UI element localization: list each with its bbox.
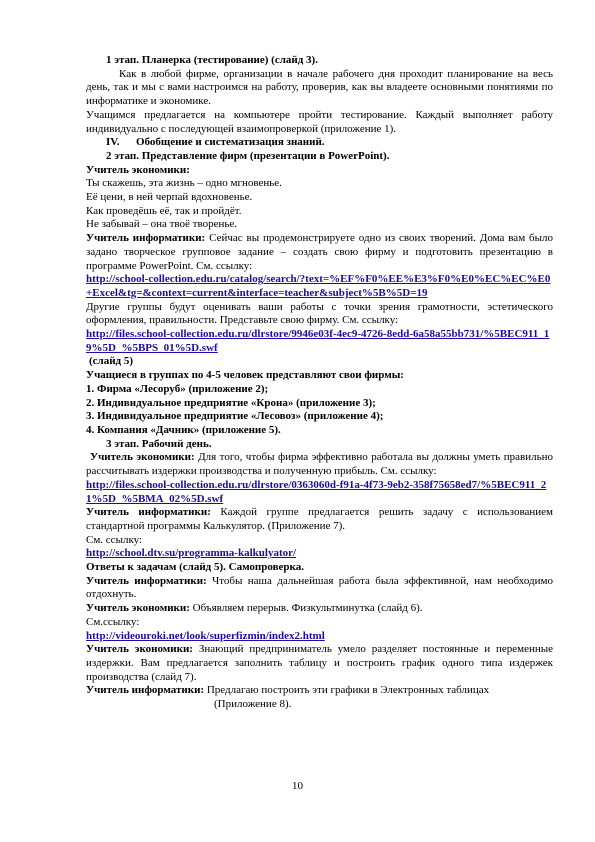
section-number: IV.: [106, 136, 120, 149]
section-heading: [86, 136, 553, 150]
link-firm-presentation[interactable]: http://files.school-collection.edu.ru/dlrstore/9946e03f-4ec9-4726-8edd-6a58a55bb731/%5BEC911_19%5D_%5BPS_01%5D.swf: [86, 328, 550, 354]
paragraph-calculator-text: Каждой группе предлагается решить задачу с использованием стандартной программы Калькулятор. (Приложение 7).: [86, 506, 553, 532]
paragraph-evaluation: Другие группы будут оценивать ваши работы с точки зрения грамотности, эстетического оформления, правильности. Представьте свою фирму. См. ссылку:: [86, 300, 553, 327]
group-item: 1. Фирма «Лесоруб» (приложение 2);: [86, 382, 269, 395]
answers-note: Ответы к задачам (слайд 5). Самопроверка.: [86, 561, 304, 574]
stage-2-heading: 2 этап. Представление фирм (презентации в PowerPoint).: [106, 149, 390, 162]
slide-5-note: (слайд 5): [89, 355, 134, 368]
paragraph-fixed-variable-costs: [86, 643, 553, 684]
paragraph-testing: Учащимся предлагается на компьютере пройти тестирование. Каждый выполняет работу индивидуально с последующей взаимопроверкой (приложение 1).: [86, 108, 553, 135]
appendix-8-note: (Приложение 8).: [214, 698, 292, 711]
paragraph-creations-text: Сейчас вы продемонстрируете одно из своих творений. Дома вам было задано творческое групповое задание – создать свою фирму и подготовить презентацию в программе PowerPoint. См. ссылку:: [86, 232, 554, 272]
paragraph-break-text: Объявляем перерыв. Физкультминутка (слайд 6).: [192, 602, 423, 615]
paragraph-spreadsheet-graphs: [86, 684, 553, 698]
info-teacher-label: Учитель информатики:: [86, 232, 206, 245]
group-item: 3. Индивидуальное предприятие «Лесовоз» (приложение 4);: [86, 410, 384, 423]
link-production-costs[interactable]: http://files.school-collection.edu.ru/dlrstore/0363060d-f91a-4f73-9eb2-358f75658ed7/%5BEC911_21%5D_%5BMA_02%5D.swf: [86, 478, 547, 505]
page-number: 10: [292, 780, 303, 792]
stage-3-heading: 3 этап. Рабочий день.: [106, 437, 212, 450]
paragraph-break: [86, 602, 553, 616]
paragraph-fixed-variable-costs-text: Знающий предприниматель умело разделяет постоянные и переменные издержки. Вам предлагается заполнить таблицу и построить график одного типа издержек производства (слайд 7).: [86, 643, 554, 683]
link-school-collection-search[interactable]: http://school-collection.edu.ru/catalog/search/?text=%EF%F0%EE%E3%F0%E0%EC%EC%E0+Excel&tg=&context=current&interface=teacher&subject%5B%5D=19: [86, 273, 551, 299]
poem-line: Ты скажешь, эта жизнь – одно мгновенье.: [86, 177, 282, 190]
info-teacher-label: Учитель информатики:: [86, 574, 207, 587]
paragraph-costs: [86, 451, 553, 478]
econ-teacher-label: Учитель экономики:: [90, 451, 195, 464]
link-fizminutka-video[interactable]: http://videouroki.net/look/superfizmin/index2.html: [86, 629, 325, 642]
group-item: 4. Компания «Дачник» (приложение 5).: [86, 423, 281, 436]
paragraph-rest: [86, 575, 553, 602]
group-item: 2. Индивидуальное предприятие «Крона» (приложение 3);: [86, 396, 376, 409]
econ-teacher-label: Учитель экономики:: [86, 602, 190, 615]
link-calculator-program[interactable]: http://school.dtv.su/programma-kalkulyator/: [86, 547, 297, 560]
paragraph-creations: [86, 232, 553, 273]
section-title: Обобщение и систематизация знаний.: [136, 136, 325, 149]
see-link-label: См.ссылку:: [86, 615, 140, 628]
paragraph-spreadsheet-graphs-text: Предлагаю построить эти графики в Электронных таблицах: [206, 684, 490, 697]
econ-teacher-label: Учитель экономики:: [86, 643, 193, 656]
paragraph-rest-text: Чтобы наша дальнейшая работа была эффективной, нам необходимо отдохнуть.: [86, 574, 554, 601]
paragraph-calculator: [86, 506, 553, 533]
groups-intro: Учащиеся в группах по 4-5 человек представляют свои фирмы:: [86, 369, 404, 382]
poem-line: Как проведёшь её, так и пройдёт.: [86, 204, 242, 217]
stage-1-heading: 1 этап. Планерка (тестирование) (слайд 3).: [106, 54, 318, 66]
document-body: [86, 54, 553, 712]
poem-line: Её цени, в ней черпай вдохновенье.: [86, 191, 253, 204]
info-teacher-label: Учитель информатики:: [86, 506, 211, 519]
paragraph-planning: Как в любой фирме, организации в начале рабочего дня проходит планирование на весь день, так и мы с вами настроимся на работу, проверив, как вы владеете основными понятиями по информатике и экономике.: [86, 67, 553, 108]
econ-teacher-label: Учитель экономики:: [86, 163, 190, 176]
poem-line: Не забывай – она твоё творенье.: [86, 218, 238, 231]
see-link-label: См. ссылку:: [86, 533, 143, 546]
paragraph-costs-text: Для того, чтобы фирма эффективно работала вы должны уметь правильно рассчитывать издержки производства и полученную прибыль. См. ссылку:: [86, 451, 554, 478]
info-teacher-label: Учитель информатики:: [86, 684, 205, 697]
